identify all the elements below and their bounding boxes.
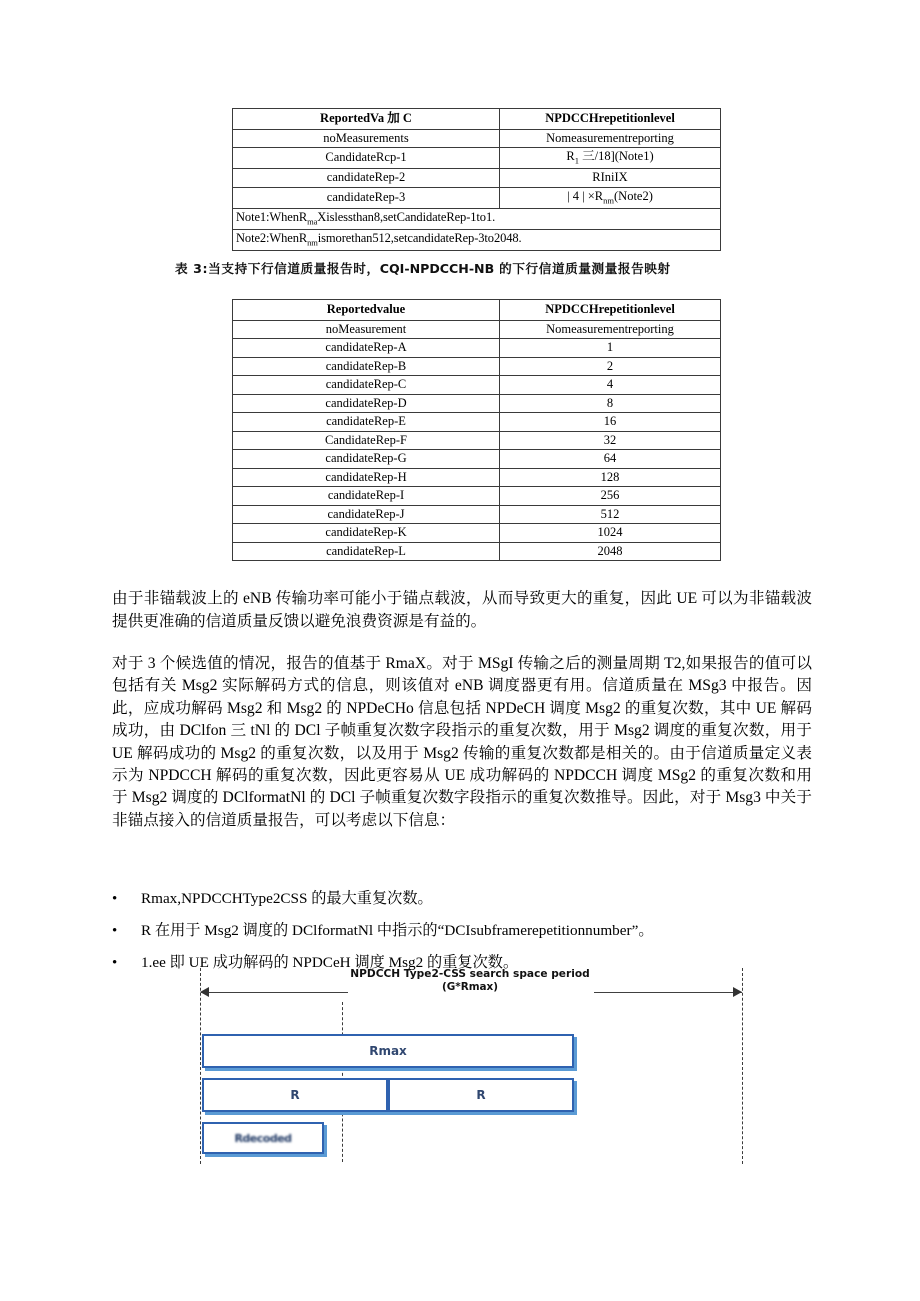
table-2-cell-value: candidateRep-L xyxy=(233,542,500,561)
table-1-header-reported-value: ReportedVa 加 C xyxy=(233,109,500,130)
table-2-body xyxy=(233,320,721,561)
table-2-cell-value: candidateRep-J xyxy=(233,505,500,524)
npdcch-search-space-diagram xyxy=(190,968,750,1178)
note-subscript: nm xyxy=(307,237,318,247)
table-row xyxy=(233,320,721,339)
table-1-cell-level xyxy=(500,187,721,208)
table-row xyxy=(233,300,721,321)
table-1-note-1 xyxy=(233,208,721,229)
table-2-cell-level: 1 xyxy=(500,339,721,358)
table-2-cell-level: 64 xyxy=(500,450,721,469)
table-2-cell-value: CandidateRep-F xyxy=(233,431,500,450)
bullet-marker: • xyxy=(112,955,118,971)
table-2-cell-level: 2048 xyxy=(500,542,721,561)
table-row xyxy=(233,148,721,169)
note-prefix: Note2:WhenR xyxy=(236,230,308,245)
bullet-marker: • xyxy=(112,923,118,939)
table-2-cell-value: candidateRep-D xyxy=(233,394,500,413)
table-2-cell-level: 8 xyxy=(500,394,721,413)
level-prefix: R xyxy=(566,149,575,163)
table-2-cell-level: 1024 xyxy=(500,524,721,543)
bullet-text: 1.ee 即 UE 成功解码的 NPDCeH 调度 Msg2 的重复次数。 xyxy=(141,954,519,971)
paragraph-1: 由于非锚载波上的 eNB 传输功率可能小于锚点载波，从而导致更大的重复，因此 UE 可以为非锚载波提供更准确的信道质量反馈以避免浪费资源是有益的。 xyxy=(112,590,812,630)
bullet-text: Rmax,NPDCCHType2CSS 的最大重复次数。 xyxy=(141,890,433,907)
table-2-cell-level: 256 xyxy=(500,487,721,506)
bullet-item-rmax xyxy=(112,889,822,909)
caption-part-1: 表 3:当支持下行信道质量报告时， xyxy=(175,261,380,276)
diagram-block-r-first xyxy=(202,1078,388,1112)
table-2-cell-value: candidateRep-B xyxy=(233,357,500,376)
table-3-caption xyxy=(175,258,671,277)
note-subscript: ma xyxy=(307,216,318,226)
table-1-cell-value: noMeasurements xyxy=(233,129,500,148)
level-prefix: | 4 | ×R xyxy=(567,188,604,203)
diagram-block-rmax-label: Rmax xyxy=(369,1044,407,1058)
table-2-header-repetition-level: NPDCCHrepetitionlevel xyxy=(500,300,721,321)
table-1-cell-value: candidateRep-2 xyxy=(233,169,500,188)
diagram-block-r-second-label: R xyxy=(476,1088,486,1102)
level-subscript: 1 xyxy=(574,155,579,166)
table-row xyxy=(233,431,721,450)
table-1-note-2 xyxy=(233,229,721,250)
table-2-cell-level: 2 xyxy=(500,357,721,376)
diagram-title-line-2: (G*Rmax) xyxy=(441,981,498,993)
table-1-container xyxy=(232,108,710,251)
table-2-cell-value: candidateRep-E xyxy=(233,413,500,432)
table-1 xyxy=(232,108,721,251)
table-row xyxy=(233,376,721,395)
table-2-cell-value: candidateRep-C xyxy=(233,376,500,395)
note-suffix: ismorethan512,setcandidateRep-3to2048. xyxy=(317,230,522,245)
table-2-cell-value: candidateRep-K xyxy=(233,524,500,543)
diagram-dashed-line-right xyxy=(742,968,743,1164)
table-row xyxy=(233,169,721,188)
table-2-cell-value: candidateRep-H xyxy=(233,468,500,487)
table-row xyxy=(233,468,721,487)
table-row xyxy=(233,208,721,229)
table-2-cell-value: noMeasurement xyxy=(233,320,500,339)
level-suffix: 三/18](Note1) xyxy=(578,149,654,163)
bullet-text: R 在用于 Msg2 调度的 DClformatNl 中指示的“DCIsubframerepetitionnumber”。 xyxy=(141,922,654,939)
table-row xyxy=(233,450,721,469)
table-row xyxy=(233,487,721,506)
note-prefix: Note1:WhenR xyxy=(236,209,308,224)
table-2-cell-level: 16 xyxy=(500,413,721,432)
table-2-cell-level: Nomeasurementreporting xyxy=(500,320,721,339)
table-2-cell-level: 512 xyxy=(500,505,721,524)
table-row xyxy=(233,187,721,208)
table-2 xyxy=(232,299,721,561)
diagram-dashed-line-left xyxy=(200,968,201,1164)
paragraph-2: 对于 3 个候选值的情况，报告的值基于 RmaX。对于 MSgI 传输之后的测量周期 T2,如果报告的值可以包括有关 Msg2 实际解码方式的信息，则该值对 eNB 调度器更有用。信道质量在 MSg3 中报告。因此，应成功解码 Msg2 和 Msg2 的 NPDeCHo 信息包括 NPDeCH 调度 Msg2 的重复次数，其中 UE 解码成功，由 DClfon 三 tNl 的 DCl 子帧重复次数字段指示的重复次数，用于 Msg2 调度的重复次数，用于 UE 解码成功的 Msg2 的重复次数，以及用于 Msg2 传输的重复次数都是相关的。由于信道质量定义表示为 NPDCCH 解码的重复次数，因此更容易从 UE 成功解码的 NPDCCH 调度 MSg2 的重复次数和用于 Msg2 调度的 DClformatNl 的 DCl 子帧重复次数字段指示的重复次数推导。因此，对于 Msg3 中关于非锚点接入的信道质量报告，可以考虑以下信息： xyxy=(112,655,812,829)
caption-part-3: 的下行信道质量测量报告映射 xyxy=(494,261,671,276)
table-2-cell-value: candidateRep-I xyxy=(233,487,500,506)
table-2-container xyxy=(232,299,710,561)
table-row xyxy=(233,339,721,358)
table-1-cell-level xyxy=(500,148,721,169)
diagram-block-rdecoded-label: Rdecoded xyxy=(234,1131,292,1145)
diagram-block-r-second xyxy=(388,1078,574,1112)
diagram-title xyxy=(190,968,750,994)
table-2-cell-value: candidateRep-A xyxy=(233,339,500,358)
table-1-cell-value: candidateRep-3 xyxy=(233,187,500,208)
table-1-cell-level: RIniIX xyxy=(500,169,721,188)
table-2-cell-level: 128 xyxy=(500,468,721,487)
caption-part-2: CQI-NPDCCH-NB xyxy=(379,261,495,276)
level-subscript: nm xyxy=(603,195,615,205)
level-suffix: (Note2) xyxy=(614,188,653,203)
table-row xyxy=(233,129,721,148)
diagram-title-line-1: NPDCCH Type2-CSS search space period xyxy=(350,968,590,980)
table-row xyxy=(233,229,721,250)
table-2-cell-level: 4 xyxy=(500,376,721,395)
diagram-block-rdecoded xyxy=(202,1122,324,1154)
table-1-header-repetition-level: NPDCCHrepetitionlevel xyxy=(500,109,721,130)
table-row xyxy=(233,542,721,561)
table-row xyxy=(233,524,721,543)
table-row xyxy=(233,413,721,432)
diagram-block-r-first-label: R xyxy=(290,1088,300,1102)
table-2-cell-level: 32 xyxy=(500,431,721,450)
bullet-marker: • xyxy=(112,891,118,907)
table-row xyxy=(233,109,721,130)
table-row xyxy=(233,505,721,524)
table-2-cell-value: candidateRep-G xyxy=(233,450,500,469)
table-row xyxy=(233,394,721,413)
table-2-header-reported-value: Reportedvalue xyxy=(233,300,500,321)
note-suffix: Xislessthan8,setCandidateRep-1to1. xyxy=(317,209,496,224)
table-1-cell-level: Nomeasurementreporting xyxy=(500,129,721,148)
diagram-block-rmax xyxy=(202,1034,574,1068)
bullet-item-r xyxy=(112,921,822,941)
table-row xyxy=(233,357,721,376)
table-1-cell-value: CandidateRcp-1 xyxy=(233,148,500,169)
